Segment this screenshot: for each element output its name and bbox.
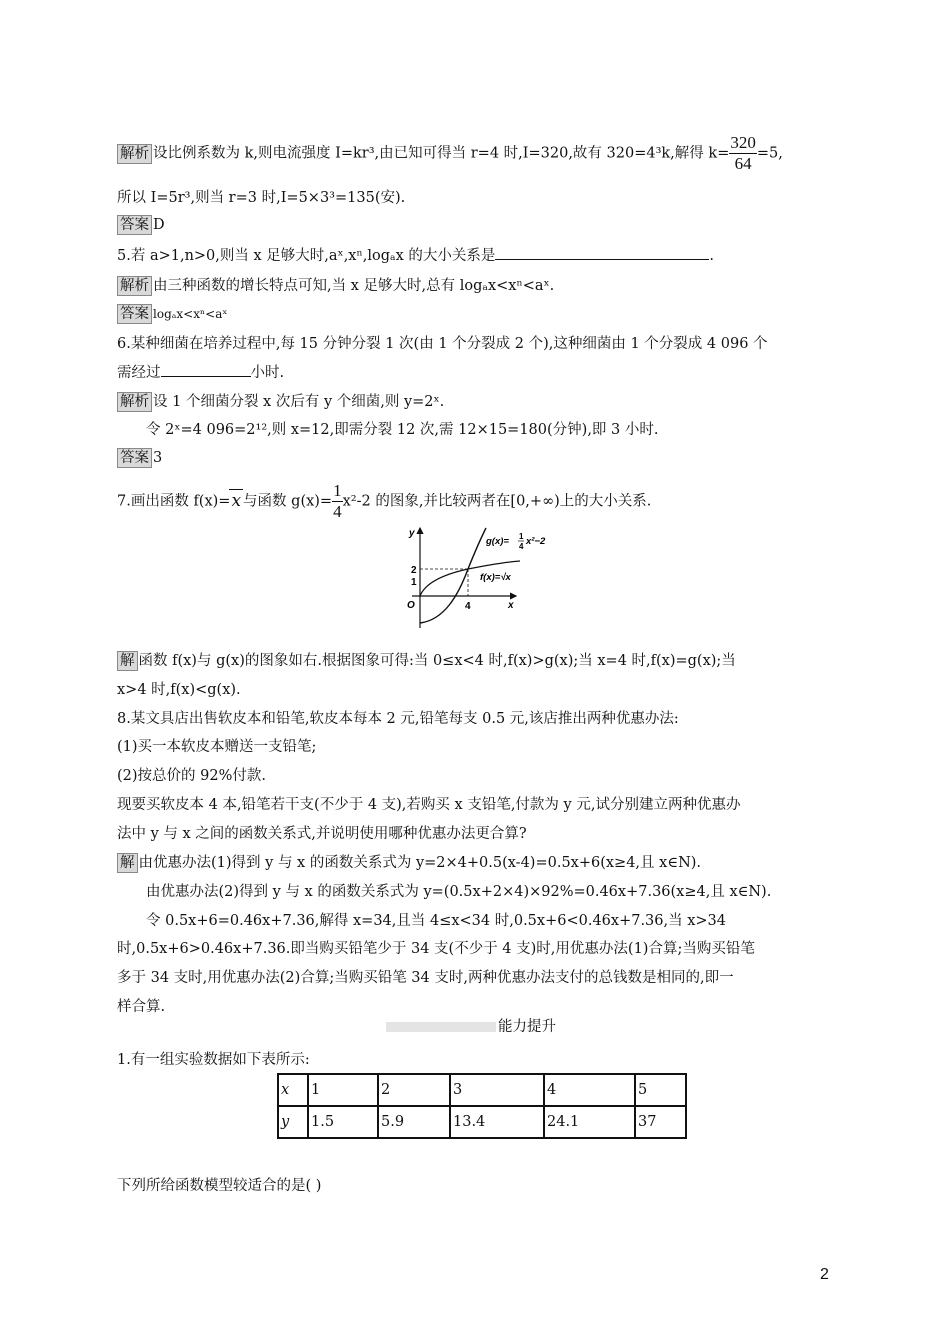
q8-solution-line-4: 时,0.5x+6>0.46x+7.36.即当购买铅笔少于 34 支(不少于 4 支)时,用优惠办法(1)合算;当购买铅笔 [117,941,755,957]
answer-tag: 答案 [117,215,152,235]
q6-analysis-line-2: 令 2ˣ=4 096=2¹²,则 x=12,即需分裂 12 次,需 12×15=180(分钟),即 3 小时. [146,422,659,438]
q8-solution-line-3: 令 0.5x+6=0.46x+7.36,解得 x=34,且当 4≤x<34 时,0.5x+6<0.46x+7.36,当 x>34 [146,913,727,929]
question-8-line-3: (2)按总价的 92%付款. [117,768,266,784]
curve-g [420,528,486,623]
q6-analysis: 解析 设 1 个细菌分裂 x 次后有 y 个细菌,则 y=2ˣ. [117,391,444,413]
solution-tag: 解 [117,651,138,671]
label-g-den: 4 [519,542,524,551]
tick-x-4: 4 [465,601,471,612]
data-table [277,1073,687,1139]
label-g-post: x²−2 [526,536,546,547]
question-6-line-2: 需经过 小时. [117,362,284,384]
page-number: 2 [820,1266,829,1283]
x-axis-label: x [508,600,514,611]
table-row: y 1.5 5.9 13.4 24.1 37 [278,1106,686,1138]
tick-y-1: 1 [411,577,417,588]
q6-answer: 答案 3 [117,447,162,469]
q8-solution-line-1: 解 由优惠办法(1)得到 y 与 x 的函数关系式为 y=2×4+0.5(x-4)=0.5x+6(x≥4,且 x∈N). [117,852,701,874]
analysis-text: 设比例系数为 k,则电流强度 I=kr³,由已知可得当 r=4 时,I=320,故有 320=4³k,解得 k= [153,145,730,162]
answer-tag: 答案 [117,304,152,324]
table-row: x 1 2 3 4 5 [278,1074,686,1106]
label-f: f(x)=√x [480,572,511,583]
question-8-line-1: 8.某文具店出售软皮本和铅笔,软皮本每本 2 元,铅笔每支 0.5 元,该店推出两种优惠办法: [117,711,679,727]
q7-solution-line-2: x>4 时,f(x)<g(x). [117,682,241,698]
q8-solution-line-2: 由优惠办法(2)得到 y 与 x 的函数关系式为 y=(0.5x+2×4)×92%=0.46x+7.36(x≥4,且 x∈N). [146,884,772,900]
analysis-line-2: 所以 I=5r³,则当 r=3 时,I=5×3³=135(安). [117,190,406,206]
question-8-line-5: 法中 y 与 x 之间的函数关系式,并说明使用哪种优惠办法更合算? [117,826,527,842]
problem-1-line-2: 下列所给函数模型较适合的是( ) [117,1178,322,1194]
section-title: 能力提升 [498,1019,556,1035]
q7-solution-line-1: 解 函数 f(x)与 g(x)的图象如右.根据图象可得:当 0≤x<4 时,f(x)>g(x);当 x=4 时,f(x)=g(x);当 [117,650,736,672]
sqrt-x: x [231,490,242,511]
label-g: g(x)= [486,536,509,547]
section-bar [386,1022,496,1032]
solution-tag: 解 [117,853,138,873]
question-6-line-1: 6.某种细菌在培养过程中,每 15 分钟分裂 1 次(由 1 个分裂成 2 个),这种细菌由 1 个分裂成 4 096 个 [117,336,768,352]
analysis-tag: 解析 [117,392,152,412]
origin-label: O [407,600,415,611]
answer-text: D [153,217,165,233]
analysis-tag: 解析 [117,276,152,296]
question-7: 7.画出函数 f(x)=x 与函数 g(x)= $\frac{1}{4}$ x²-2 的图象,并比较两者在[0,+∞)上的大小关系. [117,481,652,521]
answer-blank[interactable] [161,362,251,377]
fraction: $\frac{320}{64}$ [730,133,756,173]
fraction: $\frac{1}{4}$ [333,481,342,521]
question-8-line-4: 现要买软皮本 4 本,铅笔若干支(不少于 4 支),若购买 x 支铅笔,付款为 y 元,试分别建立两种优惠办 [117,797,741,813]
problem-1-line-1: 1.有一组实验数据如下表所示: [117,1052,310,1068]
question-5: 5.若 a>1,n>0,则当 x 足够大时,aˣ,xⁿ,logₐx 的大小关系是 . [117,245,714,267]
y-axis-label: y [409,528,415,539]
q5-answer: 答案 logₐx<xⁿ<aˣ [117,303,227,325]
analysis-line-1: 解析 设比例系数为 k,则电流强度 I=kr³,由已知可得当 r=4 时,I=320,故有 320=4³k,解得 k= $\frac{320}{64}$ =5, [117,133,783,174]
q8-solution-line-6: 样合算. [117,999,166,1015]
function-graph [398,522,558,634]
answer-line [117,214,165,236]
label-g-num: 1 [519,532,524,541]
q5-analysis: 解析 由三种函数的增长特点可知,当 x 足够大时,总有 logₐx<xⁿ<aˣ. [117,275,554,297]
answer-blank[interactable] [495,245,709,260]
question-8-line-2: (1)买一本软皮本赠送一支铅笔; [117,739,317,755]
analysis-tag: 解析 [117,144,152,164]
tick-y-2: 2 [411,565,417,576]
answer-tag: 答案 [117,448,152,468]
q8-solution-line-5: 多于 34 支时,用优惠办法(2)合算;当购买铅笔 34 支时,两种优惠办法支付的总钱数是相同的,即一 [117,970,734,986]
